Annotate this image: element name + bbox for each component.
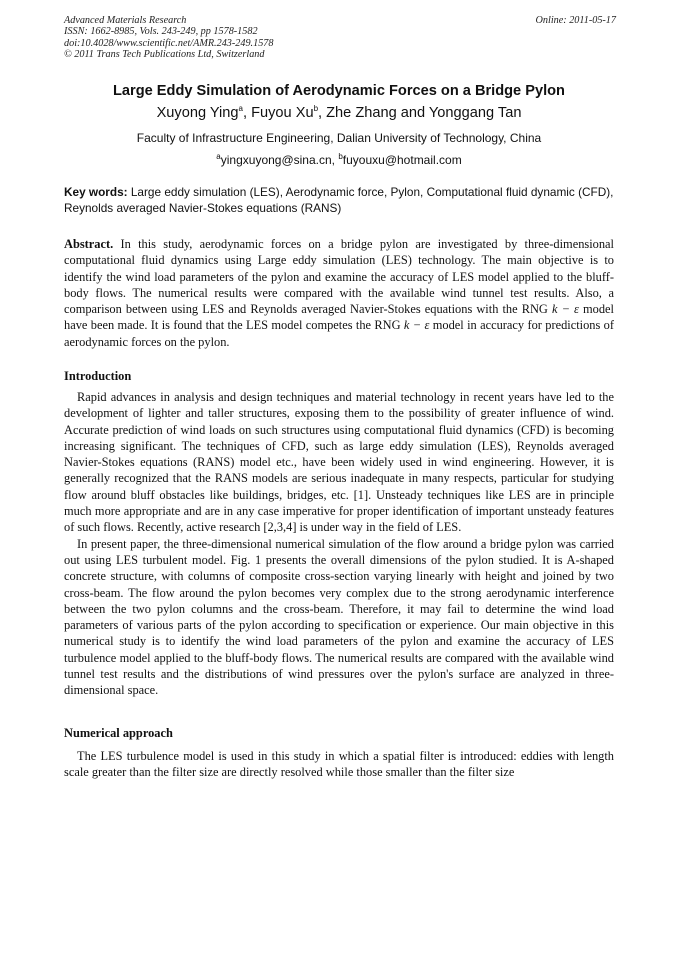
journal-header (64, 15, 616, 61)
paper-title: Large Eddy Simulation of Aerodynamic Forces on a Bridge Pylon (113, 83, 565, 99)
email-a[interactable]: yingxuyong@sina.cn, (220, 153, 339, 167)
paragraph: In present paper, the three-dimensional numerical simulation of the flow around a bridge pylon was carried out using LES turbulent model. Fig. 1 presents the overall dimensions of the pylon studied. It is A-shaped concrete structure, with columns of composite cross-section varying linearly with height and joined by two cross-beam. The flow around the pylon becomes very complex due to the strong aerodynamic interference between the two pylon columns and the cross-beam. Therefore, it may fail to determine the wind load parameters of various parts of the pylon according to specification or experience. Our main objective in this numerical study is to identify the wind load parameters of the pylon and examine the accuracy of LES turbulence model applied to the bluff-body flows. The numerical results are compared with the available wind tunnel test results and the distributions of wind pressures over the pylon's surface are analyzed in three-dimensional space. (64, 536, 614, 698)
abstract-text: model in accuracy for predictions of aerodynamic forces on the pylon. (64, 318, 614, 349)
author-sup: b (313, 104, 319, 114)
author-sup: a (238, 104, 243, 114)
math-expression: k − ε (551, 302, 579, 317)
author-emails (64, 153, 614, 167)
keywords (64, 185, 614, 216)
author-name: Zhe Zhang and Yonggang Tan (326, 105, 522, 121)
paragraph: Rapid advances in analysis and design techniques and material technology in recent years have led to the development of lighter and taller structures, exposing them to the possibility of greater influence of wind. Accurate prediction of wind loads on such structures using computational fluid dynamics (CFD) is becoming increasing significant. The techniques of CFD, such as large eddy simulation (LES), Reynolds averaged Navier-Stokes equations (RANS) model etc., have been widely used in wind engineering. However, it is generally recognized that the RANS models are serious inadequate in many respects, particular for studying flow around bluff obstacles like buildings, bridges, etc. [1]. Unsteady techniques like LES are in principle much more appropriate and are in any case imperative for proper identification of important unsteady features of such flows. Recently, active research [2,3,4] is under way in the field of LES. (64, 390, 614, 535)
paragraph: The LES turbulence model is used in this study in which a spatial filter is introduced: eddies with length scale greater than the filter size are directly resolved while those smaller than the filter size (64, 749, 614, 780)
keywords-text: Large eddy simulation (LES), Aerodynamic force, Pylon, Computational fluid dynamic (CFD), Reynolds averaged Navier-Stokes equations (RANS) (64, 185, 614, 215)
email-b[interactable]: fuyouxu@hotmail.com (342, 153, 462, 167)
introduction-body (64, 389, 614, 699)
online-date: Online: 2011-05-17 (535, 15, 616, 26)
math-expression: k − ε (403, 318, 430, 333)
email-sup: b (338, 152, 343, 161)
numerical-body (64, 748, 614, 781)
abstract-text: model have been made. It is found that the LES model competes the RNG (64, 302, 614, 333)
abstract-text: In this study, aerodynamic forces on a bridge pylon are investigated by three-dimensional computational fluid dynamics using Large eddy simulation (LES) technology. The main objective is to identify the wind load parameters of the pylon and examine the accuracy of LES model applied to the bluff-body flows. The numerical results were compared with the available wind tunnel test results. Also, a comparison between using LES and Reynolds averaged Navier-Stokes equations with the RNG (64, 237, 614, 317)
affiliation: Faculty of Infrastructure Engineering, Dalian University of Technology, China (136, 131, 542, 145)
author-separator: , (318, 105, 327, 121)
author-separator: , (242, 105, 252, 121)
section-heading-numerical-approach: Numerical approach (64, 726, 173, 740)
keywords-label: Key words: (64, 185, 128, 199)
email-sup: a (216, 152, 221, 161)
journal-name: Advanced Materials Research (64, 15, 187, 26)
author-list (64, 105, 614, 121)
abstract (64, 236, 614, 350)
section-heading-introduction: Introduction (64, 369, 132, 383)
abstract-label: Abstract. (64, 237, 114, 251)
issn-line: ISSN: 1662-8985, Vols. 243-249, pp 1578-1582 (64, 26, 258, 38)
author-name: Fuyou Xu (251, 105, 314, 121)
doi-line: doi:10.4028/www.scientific.net/AMR.243-249.1578 (64, 37, 274, 49)
copyright-line: © 2011 Trans Tech Publications Ltd, Switzerland (64, 49, 265, 61)
author-name: Xuyong Ying (156, 105, 239, 121)
